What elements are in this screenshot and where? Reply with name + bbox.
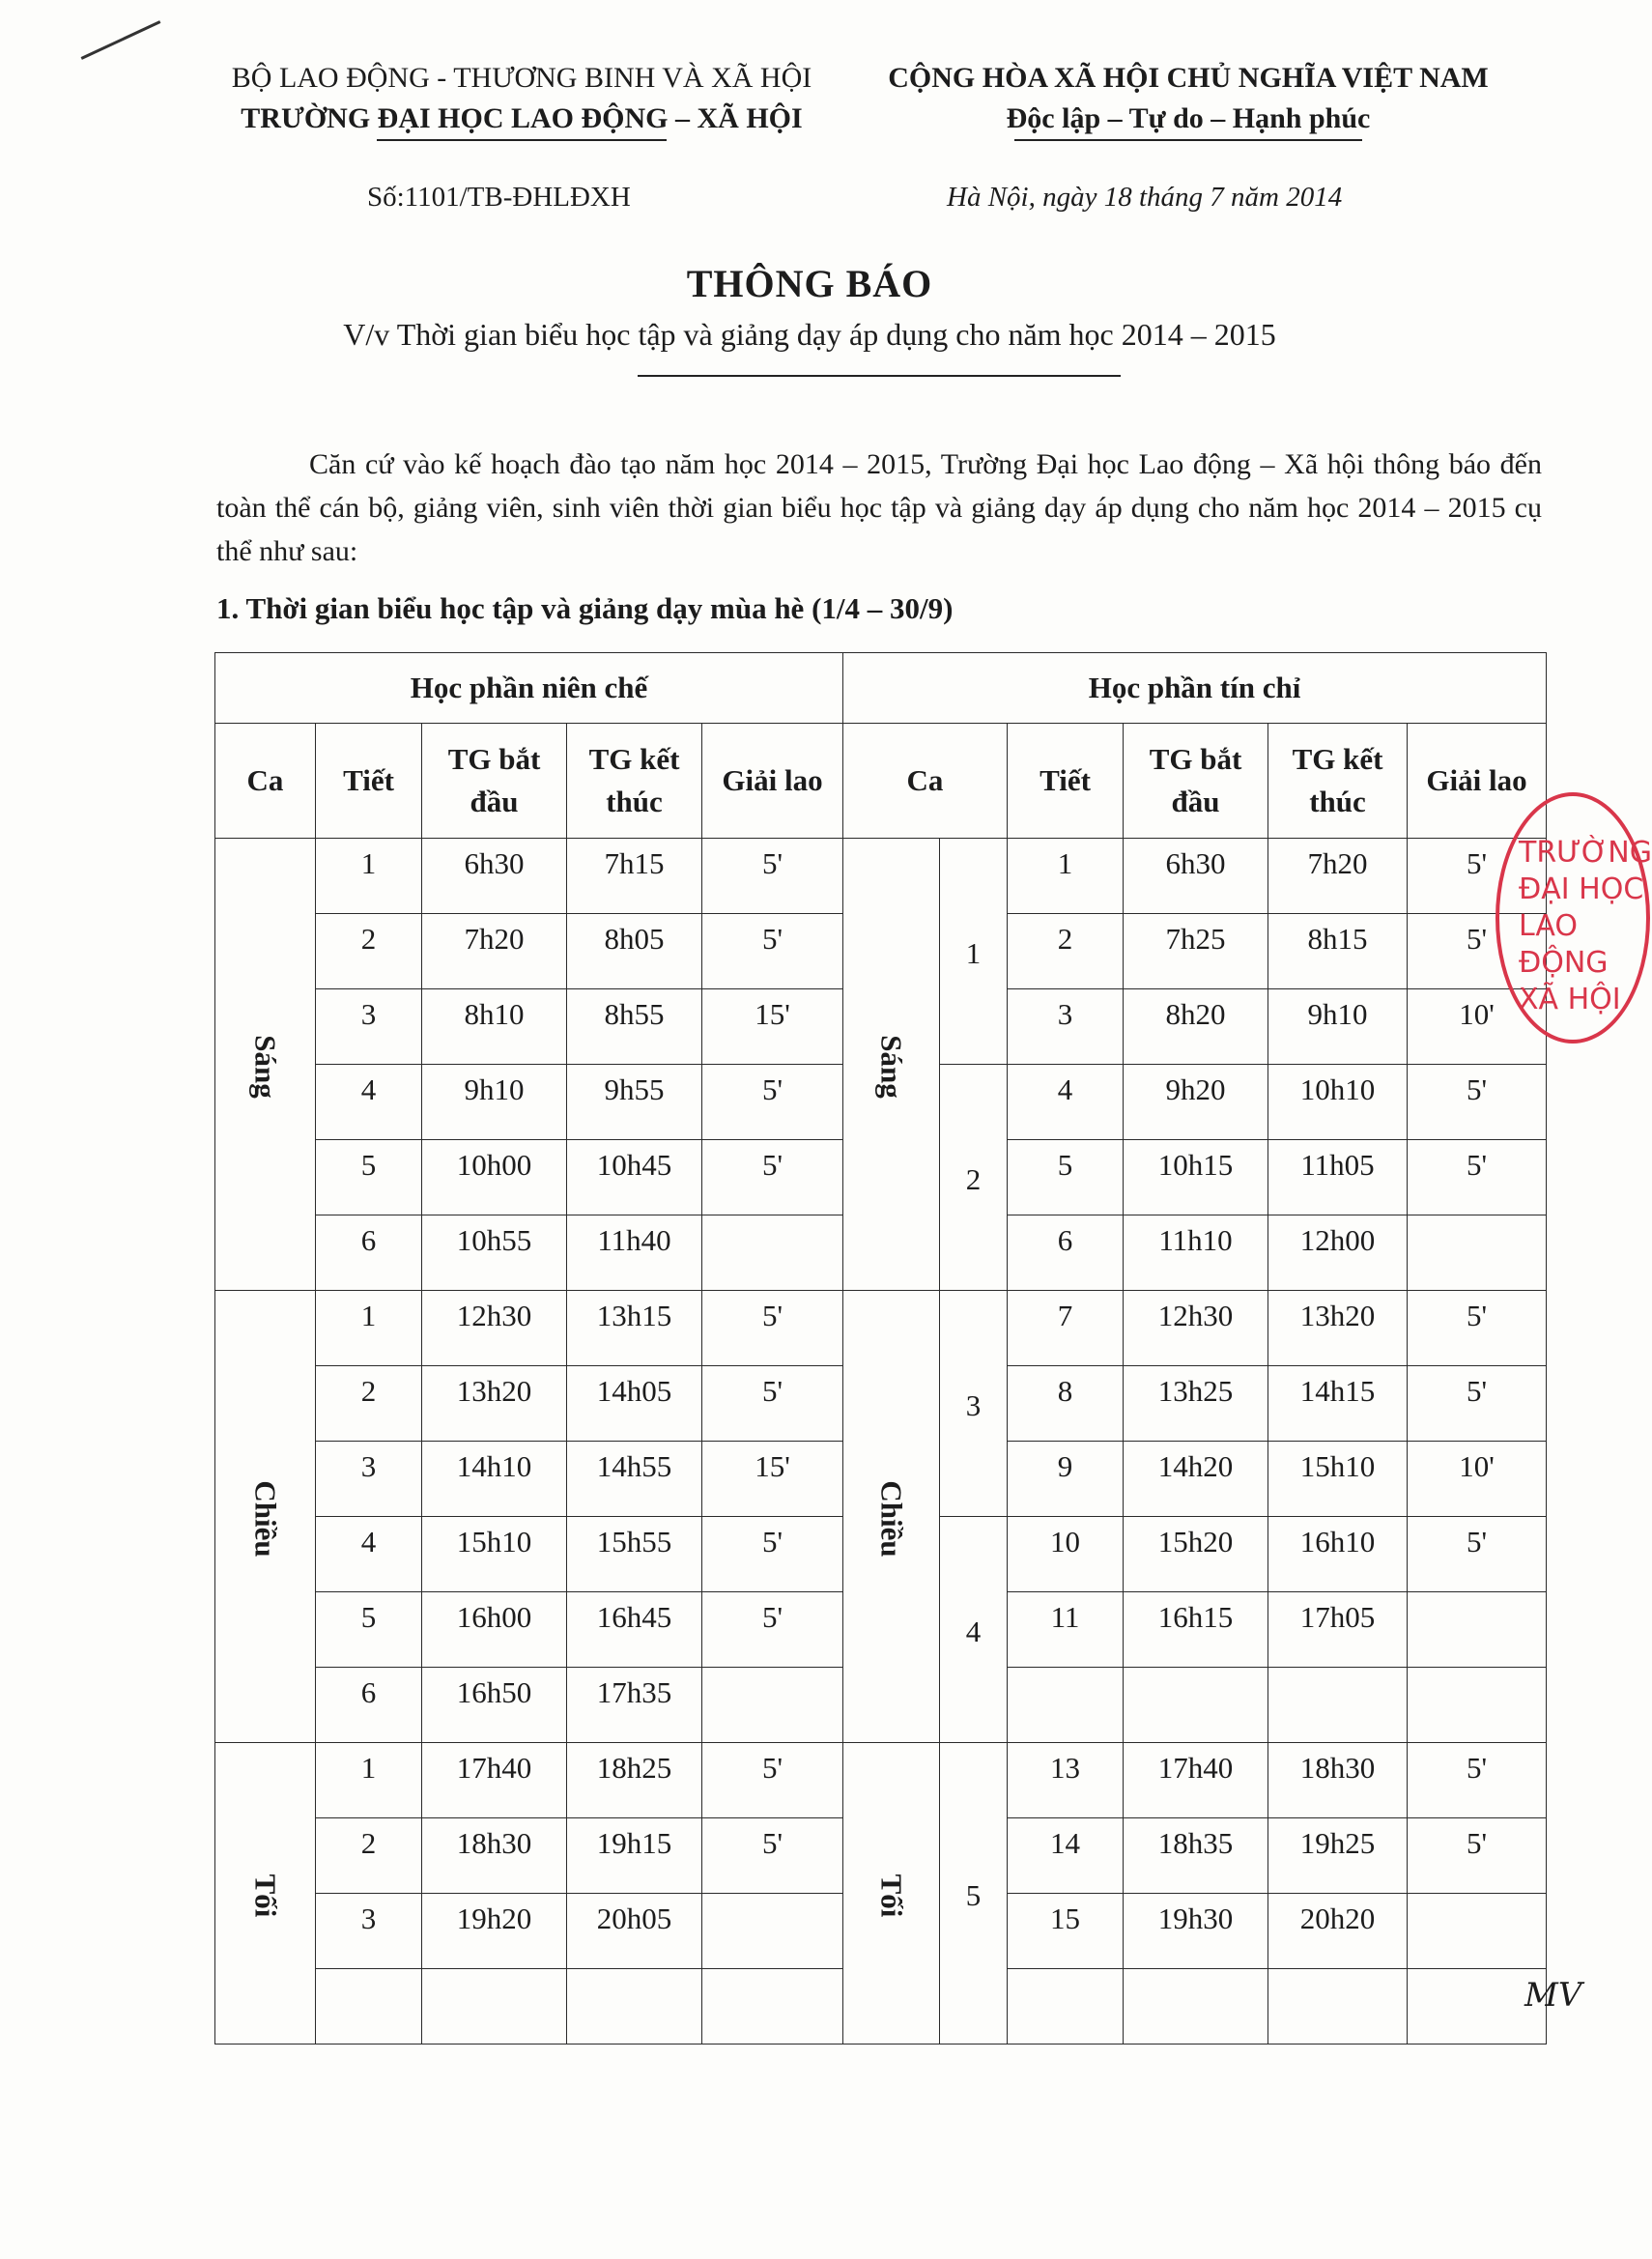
start-time-cell: 19h30 bbox=[1124, 1894, 1268, 1969]
start-time-cell: 9h10 bbox=[422, 1065, 567, 1140]
break-cell: 5' bbox=[1408, 1517, 1547, 1592]
session-label: Sáng bbox=[874, 1034, 909, 1099]
start-time-cell bbox=[1124, 1969, 1268, 2045]
break-cell: 15' bbox=[702, 989, 843, 1065]
col-header-break: Giải lao bbox=[1408, 724, 1547, 839]
period-cell: 4 bbox=[316, 1517, 422, 1592]
period-cell: 15 bbox=[1008, 1894, 1124, 1969]
tin-chi-table bbox=[842, 652, 1547, 2045]
end-time-cell: 10h10 bbox=[1268, 1065, 1408, 1140]
section-1-heading: 1. Thời gian biểu học tập và giảng dạy mùa hè (1/4 – 30/9) bbox=[216, 591, 954, 625]
start-time-cell: 11h10 bbox=[1124, 1215, 1268, 1291]
period-cell: 2 bbox=[316, 1366, 422, 1442]
start-time-cell: 16h00 bbox=[422, 1592, 567, 1668]
start-time-cell: 8h20 bbox=[1124, 989, 1268, 1065]
period-cell: 2 bbox=[316, 1818, 422, 1894]
session-cell bbox=[215, 1743, 316, 2045]
start-time-cell: 7h20 bbox=[422, 914, 567, 989]
ministry-name: BỘ LAO ĐỘNG - THƯƠNG BINH VÀ XÃ HỘI bbox=[231, 62, 812, 94]
period-cell bbox=[1008, 1668, 1124, 1743]
break-cell bbox=[1408, 1668, 1547, 1743]
end-time-cell: 11h05 bbox=[1268, 1140, 1408, 1215]
red-seal-stamp: TRƯỜNG ĐẠI HỌC LAO ĐỘNG XÃ HỘI bbox=[1495, 792, 1650, 1044]
break-cell: 5' bbox=[1408, 1140, 1547, 1215]
ca-number-cell: 1 bbox=[940, 839, 1008, 1065]
break-cell: 10' bbox=[1408, 1442, 1547, 1517]
end-time-cell: 15h55 bbox=[567, 1517, 702, 1592]
ca-number-cell: 2 bbox=[940, 1065, 1008, 1291]
end-time-cell: 11h40 bbox=[567, 1215, 702, 1291]
ca-number-cell: 4 bbox=[940, 1517, 1008, 1743]
break-cell: 5' bbox=[702, 1140, 843, 1215]
end-time-cell: 19h15 bbox=[567, 1818, 702, 1894]
period-cell bbox=[1008, 1969, 1124, 2045]
break-cell bbox=[702, 1894, 843, 1969]
ca-number-cell: 5 bbox=[940, 1743, 1008, 2045]
break-cell: 5' bbox=[1408, 1818, 1547, 1894]
col-header-ca: Ca bbox=[215, 724, 316, 839]
break-cell bbox=[1408, 1592, 1547, 1668]
group-header-nien-che: Học phần niên chế bbox=[215, 653, 843, 724]
start-time-cell: 7h25 bbox=[1124, 914, 1268, 989]
break-cell: 5' bbox=[1408, 914, 1547, 989]
session-cell bbox=[843, 1743, 940, 2045]
end-time-cell: 17h35 bbox=[567, 1668, 702, 1743]
period-cell: 5 bbox=[316, 1140, 422, 1215]
period-cell: 6 bbox=[316, 1668, 422, 1743]
break-cell: 5' bbox=[1408, 1366, 1547, 1442]
end-time-cell: 8h15 bbox=[1268, 914, 1408, 989]
end-time-cell: 8h05 bbox=[567, 914, 702, 989]
break-cell: 15' bbox=[702, 1442, 843, 1517]
start-time-cell: 13h20 bbox=[422, 1366, 567, 1442]
period-cell: 6 bbox=[1008, 1215, 1124, 1291]
col-header-tiet: Tiết bbox=[316, 724, 422, 839]
start-time-cell: 17h40 bbox=[422, 1743, 567, 1818]
end-time-cell: 18h25 bbox=[567, 1743, 702, 1818]
period-cell: 2 bbox=[1008, 914, 1124, 989]
pen-mark bbox=[81, 20, 161, 60]
period-cell bbox=[316, 1969, 422, 2045]
start-time-cell: 13h25 bbox=[1124, 1366, 1268, 1442]
start-time-cell: 16h50 bbox=[422, 1668, 567, 1743]
col-header-tiet: Tiết bbox=[1008, 724, 1124, 839]
break-cell: 10' bbox=[1408, 989, 1547, 1065]
end-time-cell: 12h00 bbox=[1268, 1215, 1408, 1291]
col-header-break: Giải lao bbox=[702, 724, 843, 839]
end-time-cell: 13h15 bbox=[567, 1291, 702, 1366]
end-time-cell bbox=[1268, 1969, 1408, 2045]
period-cell: 5 bbox=[1008, 1140, 1124, 1215]
start-time-cell: 10h15 bbox=[1124, 1140, 1268, 1215]
break-cell: 5' bbox=[702, 1818, 843, 1894]
start-time-cell: 12h30 bbox=[1124, 1291, 1268, 1366]
start-time-cell: 10h00 bbox=[422, 1140, 567, 1215]
end-time-cell bbox=[1268, 1668, 1408, 1743]
start-time-cell: 6h30 bbox=[1124, 839, 1268, 914]
period-cell: 3 bbox=[316, 1894, 422, 1969]
start-time-cell: 16h15 bbox=[1124, 1592, 1268, 1668]
document-date: Hà Nội, ngày 18 tháng 7 năm 2014 bbox=[947, 182, 1343, 213]
session-label: Chiều bbox=[874, 1479, 909, 1558]
session-label: Chiều bbox=[248, 1479, 283, 1558]
start-time-cell: 15h10 bbox=[422, 1517, 567, 1592]
break-cell: 5' bbox=[1408, 1291, 1547, 1366]
document-number: Số:1101/TB-ĐHLĐXH bbox=[367, 182, 631, 213]
period-cell: 14 bbox=[1008, 1818, 1124, 1894]
table-row bbox=[843, 1517, 1547, 1592]
start-time-cell: 8h10 bbox=[422, 989, 567, 1065]
end-time-cell: 13h20 bbox=[1268, 1291, 1408, 1366]
table-row bbox=[215, 1291, 843, 1366]
col-header-start: TG bắt đầu bbox=[1124, 724, 1268, 839]
end-time-cell: 7h20 bbox=[1268, 839, 1408, 914]
end-time-cell: 17h05 bbox=[1268, 1592, 1408, 1668]
end-time-cell: 19h25 bbox=[1268, 1818, 1408, 1894]
start-time-cell bbox=[422, 1969, 567, 2045]
break-cell bbox=[1408, 1215, 1547, 1291]
end-time-cell bbox=[567, 1969, 702, 2045]
end-time-cell: 18h30 bbox=[1268, 1743, 1408, 1818]
break-cell: 5' bbox=[702, 1366, 843, 1442]
end-time-cell: 20h05 bbox=[567, 1894, 702, 1969]
subtitle-underline bbox=[638, 375, 1121, 377]
end-time-cell: 15h10 bbox=[1268, 1442, 1408, 1517]
intro-text: Căn cứ vào kế hoạch đào tạo năm học 2014 – 2015, Trường Đại học Lao động – Xã hội thông báo đến toàn thể cán bộ, giảng viên, sinh viên thời gian biểu học tập và giảng dạy áp dụng cho năm học 2014 – 2015 cụ thể như sau: bbox=[216, 448, 1542, 567]
period-cell: 4 bbox=[1008, 1065, 1124, 1140]
break-cell: 5' bbox=[702, 1592, 843, 1668]
nien-che-body bbox=[215, 839, 843, 2045]
start-time-cell: 12h30 bbox=[422, 1291, 567, 1366]
period-cell: 4 bbox=[316, 1065, 422, 1140]
end-time-cell: 9h55 bbox=[567, 1065, 702, 1140]
period-cell: 1 bbox=[1008, 839, 1124, 914]
period-cell: 11 bbox=[1008, 1592, 1124, 1668]
period-cell: 6 bbox=[316, 1215, 422, 1291]
period-cell: 7 bbox=[1008, 1291, 1124, 1366]
document-subtitle: V/v Thời gian biểu học tập và giảng dạy áp dụng cho năm học 2014 – 2015 bbox=[343, 317, 1276, 352]
end-time-cell: 16h10 bbox=[1268, 1517, 1408, 1592]
break-cell: 5' bbox=[1408, 1065, 1547, 1140]
motto-underline bbox=[1014, 139, 1362, 141]
period-cell: 5 bbox=[316, 1592, 422, 1668]
period-cell: 1 bbox=[316, 839, 422, 914]
country-name: CỘNG HÒA XÃ HỘI CHỦ NGHĨA VIỆT NAM bbox=[888, 62, 1489, 94]
break-cell: 5' bbox=[702, 1291, 843, 1366]
country-block bbox=[850, 58, 1526, 141]
period-cell: 3 bbox=[1008, 989, 1124, 1065]
start-time-cell: 14h20 bbox=[1124, 1442, 1268, 1517]
start-time-cell: 18h35 bbox=[1124, 1818, 1268, 1894]
break-cell: 5' bbox=[702, 1517, 843, 1592]
break-cell: 5' bbox=[1408, 839, 1547, 914]
end-time-cell: 20h20 bbox=[1268, 1894, 1408, 1969]
intro-paragraph bbox=[216, 443, 1542, 573]
break-cell: 5' bbox=[702, 1065, 843, 1140]
session-cell bbox=[843, 1291, 940, 1743]
period-cell: 9 bbox=[1008, 1442, 1124, 1517]
period-cell: 1 bbox=[316, 1291, 422, 1366]
session-cell bbox=[843, 839, 940, 1291]
start-time-cell bbox=[1124, 1668, 1268, 1743]
table-row bbox=[843, 1291, 1547, 1366]
school-name: TRƯỜNG ĐẠI HỌC LAO ĐỘNG – XÃ HỘI bbox=[241, 102, 803, 134]
col-header-end: TG kết thúc bbox=[567, 724, 702, 839]
break-cell: 5' bbox=[702, 839, 843, 914]
initials-signature: MV bbox=[1524, 1976, 1582, 2015]
break-cell: 5' bbox=[1408, 1743, 1547, 1818]
col-header-end: TG kết thúc bbox=[1268, 724, 1408, 839]
session-label: Tối bbox=[874, 1873, 909, 1917]
table-row bbox=[843, 1065, 1547, 1140]
col-header-ca: Ca bbox=[843, 724, 1008, 839]
session-label: Sáng bbox=[248, 1034, 283, 1099]
start-time-cell: 6h30 bbox=[422, 839, 567, 914]
period-cell: 13 bbox=[1008, 1743, 1124, 1818]
end-time-cell: 7h15 bbox=[567, 839, 702, 914]
start-time-cell: 9h20 bbox=[1124, 1065, 1268, 1140]
nien-che-table bbox=[214, 652, 843, 2045]
table-row bbox=[215, 1743, 843, 1818]
start-time-cell: 17h40 bbox=[1124, 1743, 1268, 1818]
break-cell bbox=[702, 1668, 843, 1743]
end-time-cell: 10h45 bbox=[567, 1140, 702, 1215]
end-time-cell: 16h45 bbox=[567, 1592, 702, 1668]
end-time-cell: 9h10 bbox=[1268, 989, 1408, 1065]
start-time-cell: 19h20 bbox=[422, 1894, 567, 1969]
table-row bbox=[843, 839, 1547, 914]
period-cell: 10 bbox=[1008, 1517, 1124, 1592]
start-time-cell: 14h10 bbox=[422, 1442, 567, 1517]
period-cell: 2 bbox=[316, 914, 422, 989]
table-row bbox=[843, 1743, 1547, 1818]
break-cell: 5' bbox=[702, 1743, 843, 1818]
period-cell: 3 bbox=[316, 1442, 422, 1517]
start-time-cell: 15h20 bbox=[1124, 1517, 1268, 1592]
end-time-cell: 14h55 bbox=[567, 1442, 702, 1517]
session-label: Tối bbox=[248, 1873, 283, 1917]
tin-chi-body bbox=[843, 839, 1547, 2045]
session-cell bbox=[215, 839, 316, 1291]
session-cell bbox=[215, 1291, 316, 1743]
break-cell bbox=[702, 1969, 843, 2045]
end-time-cell: 14h15 bbox=[1268, 1366, 1408, 1442]
break-cell bbox=[702, 1215, 843, 1291]
table-row bbox=[215, 839, 843, 914]
document-title: THÔNG BÁO bbox=[686, 262, 933, 305]
country-motto: Độc lập – Tự do – Hạnh phúc bbox=[1006, 102, 1371, 134]
col-header-start: TG bắt đầu bbox=[422, 724, 567, 839]
group-header-tin-chi: Học phần tín chỉ bbox=[843, 653, 1547, 724]
end-time-cell: 8h55 bbox=[567, 989, 702, 1065]
issuer-underline bbox=[377, 139, 667, 141]
period-cell: 8 bbox=[1008, 1366, 1124, 1442]
ca-number-cell: 3 bbox=[940, 1291, 1008, 1517]
end-time-cell: 14h05 bbox=[567, 1366, 702, 1442]
break-cell bbox=[1408, 1894, 1547, 1969]
start-time-cell: 10h55 bbox=[422, 1215, 567, 1291]
start-time-cell: 18h30 bbox=[422, 1818, 567, 1894]
period-cell: 3 bbox=[316, 989, 422, 1065]
break-cell: 5' bbox=[702, 914, 843, 989]
period-cell: 1 bbox=[316, 1743, 422, 1818]
issuer-block bbox=[213, 58, 831, 141]
